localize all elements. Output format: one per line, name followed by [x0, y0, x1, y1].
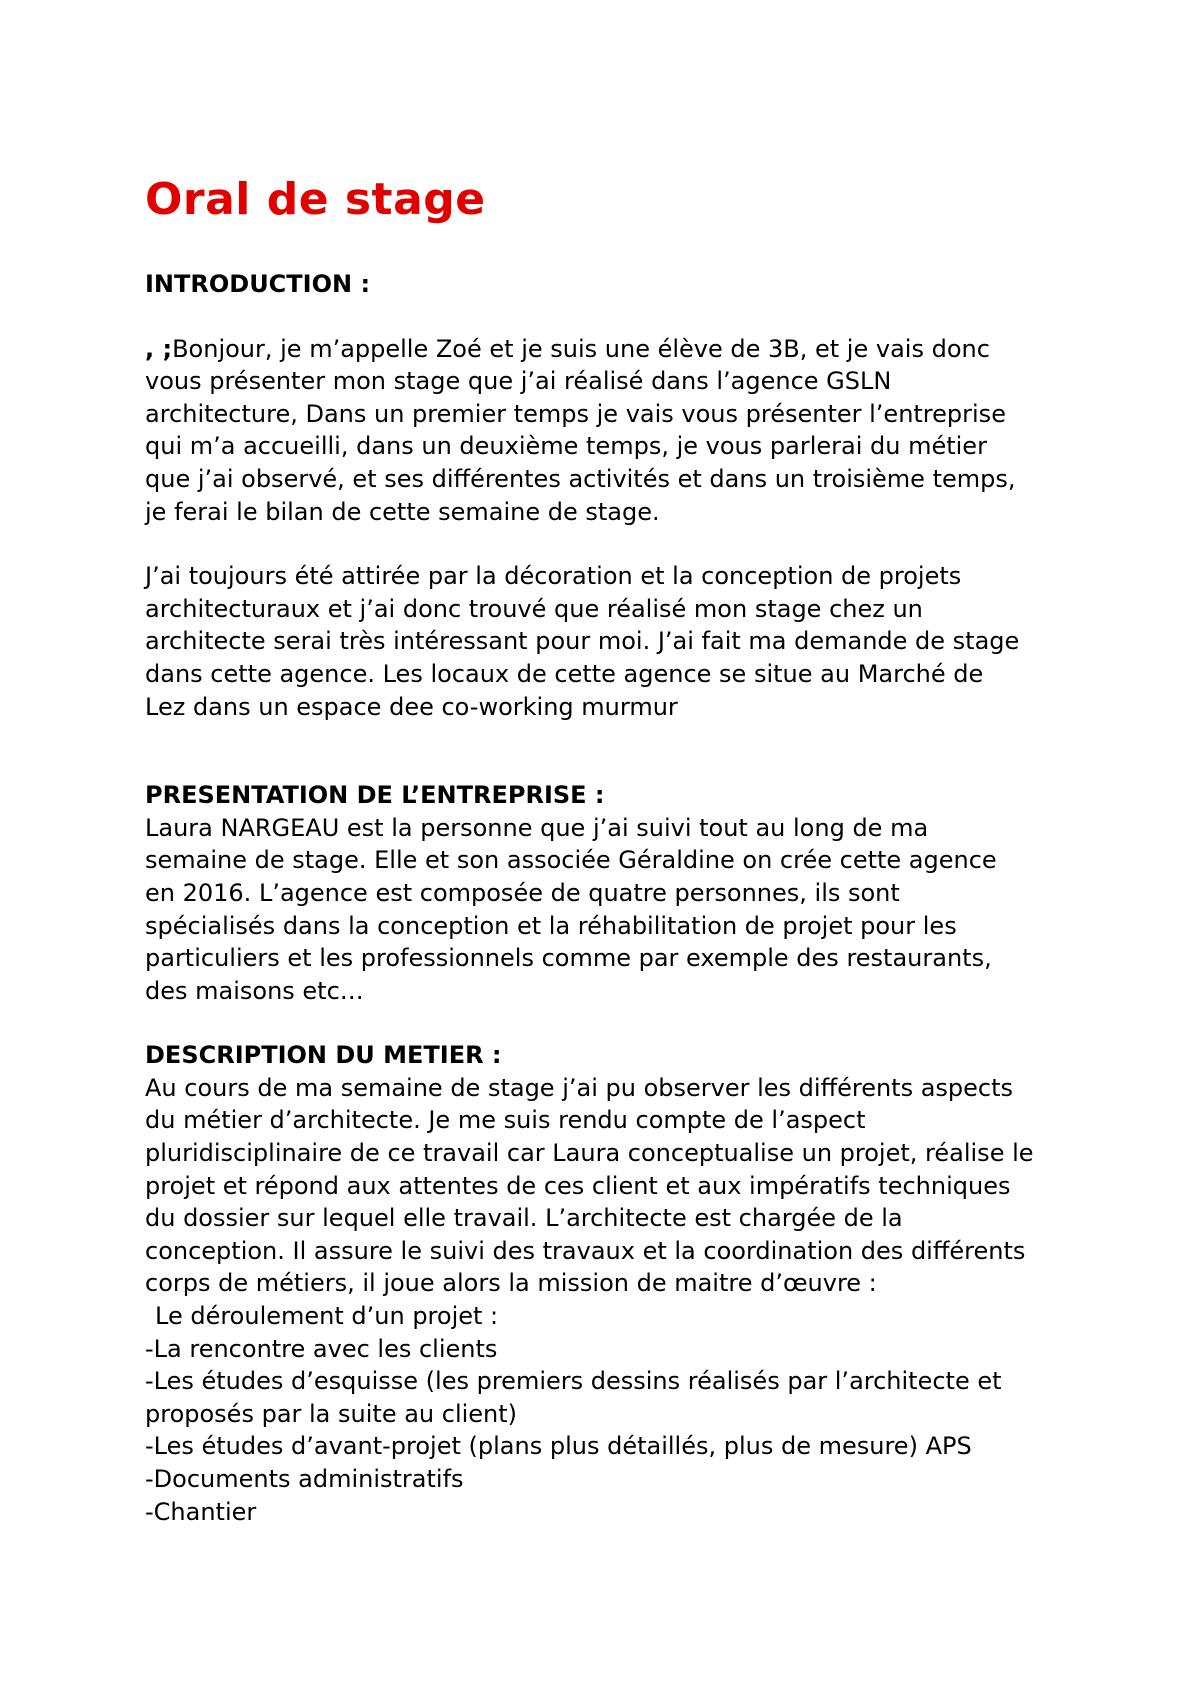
- page-title: Oral de stage: [145, 174, 486, 225]
- paragraph-line: J’ai toujours été attirée par la décoration et la conception de projets: [145, 562, 962, 591]
- paragraph-line: pluridisciplinaire de ce travail car Laura conceptualise un projet, réalise le: [145, 1139, 1034, 1168]
- paragraph-line: particuliers et les professionnels comme par exemple des restaurants,: [145, 944, 992, 973]
- list-item: -La rencontre avec les clients: [145, 1334, 498, 1363]
- paragraph-line: semaine de stage. Elle et son associée Géraldine on crée cette agence: [145, 846, 997, 875]
- list-item: proposés par la suite au client): [145, 1399, 518, 1428]
- introduction-paragraph-2: [145, 560, 1080, 723]
- paragraph-line: projet et répond aux attentes de ces client et aux impératifs techniques: [145, 1171, 1011, 1200]
- paragraph-line: du métier d’architecte. Je me suis rendu compte de l’aspect: [145, 1106, 866, 1135]
- paragraph-line: dans cette agence. Les locaux de cette agence se situe au Marché de: [145, 659, 984, 688]
- introduction-heading: INTRODUCTION :: [145, 270, 371, 298]
- description-heading: DESCRIPTION DU METIER :: [145, 1041, 502, 1070]
- list-item: -Les études d’avant-projet (plans plus détaillés, plus de mesure) APS: [145, 1432, 972, 1461]
- paragraph-line: architecturaux et j’ai donc trouvé que réalisé mon stage chez un: [145, 594, 923, 623]
- paragraph-line: vous présenter mon stage que j’ai réalisé dans l’agence GSLN: [145, 367, 892, 396]
- paragraph-line: que j’ai observé, et ses différentes activités et dans un troisième temps,: [145, 464, 1016, 493]
- list-item: -Documents administratifs: [145, 1465, 464, 1493]
- introduction-paragraph-1: [145, 333, 1080, 529]
- paragraph-line: Lez dans un espace dee co-working murmur: [145, 692, 678, 721]
- paragraph-line: corps de métiers, il joue alors la mission de maitre d’œuvre :: [145, 1269, 877, 1298]
- spacer: [145, 723, 1080, 779]
- project-steps-list: [145, 1333, 1080, 1529]
- description-section: [145, 1039, 1080, 1528]
- spacer: [145, 528, 1080, 560]
- paragraph-line: qui m’a accueilli, dans un deuxième temps, je vous parlerai du métier: [145, 432, 987, 461]
- line-text: Bonjour, je m’appelle Zoé et je suis une élève de 3B, et je vais donc: [172, 334, 990, 363]
- paragraph-line: [145, 333, 1080, 366]
- lead-marks: , ;: [145, 334, 173, 363]
- list-item: -Les études d’esquisse (les premiers dessins réalisés par l’architecte et: [145, 1367, 1002, 1396]
- introduction-section: [145, 268, 1080, 723]
- spacer: [145, 1007, 1080, 1039]
- list-item: -Chantier: [145, 1497, 257, 1526]
- spacer: [145, 301, 1080, 333]
- paragraph-line: du dossier sur lequel elle travail. L’architecte est chargée de la: [145, 1204, 903, 1233]
- paragraph-line: en 2016. L’agence est composée de quatre personnes, ils sont: [145, 878, 900, 907]
- paragraph-line: Au cours de ma semaine de stage j’ai pu observer les différents aspects: [145, 1073, 1014, 1102]
- project-steps-intro: Le déroulement d’un projet :: [155, 1302, 499, 1331]
- paragraph-line: architecture, Dans un premier temps je vais vous présenter l’entreprise: [145, 399, 1006, 428]
- presentation-heading: PRESENTATION DE L’ENTREPRISE :: [145, 781, 605, 810]
- spacer: [145, 230, 1080, 268]
- presentation-section: [145, 779, 1080, 1007]
- paragraph-line: conception. Il assure le suivi des travaux et la coordination des différents: [145, 1236, 1026, 1265]
- paragraph-line: spécialisés dans la conception et la réhabilitation de projet pour les: [145, 911, 957, 940]
- paragraph-line: je ferai le bilan de cette semaine de stage.: [145, 497, 660, 526]
- paragraph-line: Laura NARGEAU est la personne que j’ai suivi tout au long de ma: [145, 813, 929, 842]
- paragraph-line: architecte serai très intéressant pour moi. J’ai fait ma demande de stage: [145, 627, 1020, 656]
- paragraph-line: des maisons etc…: [145, 976, 364, 1005]
